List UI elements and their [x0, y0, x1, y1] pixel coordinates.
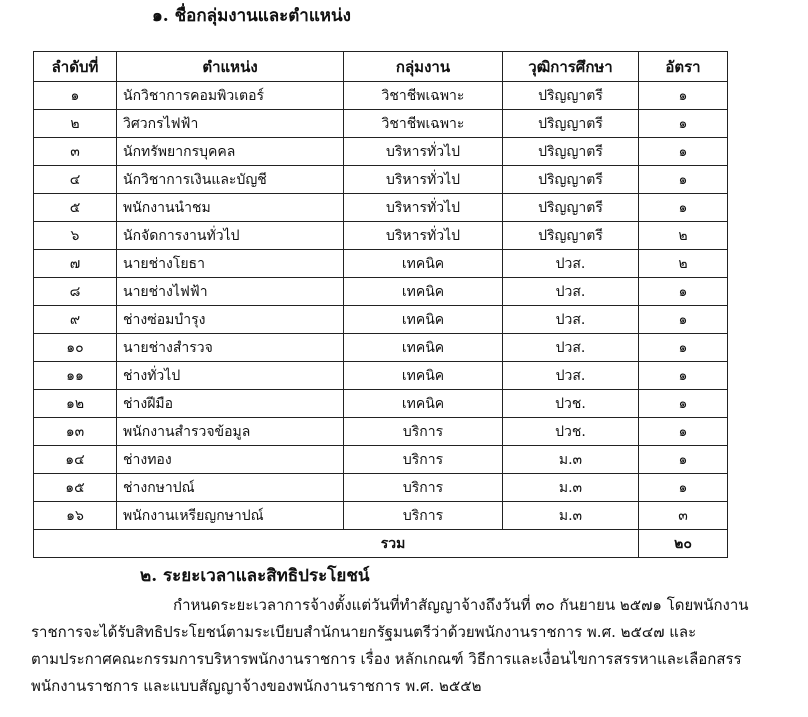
cell-rate: ๑ [639, 82, 728, 110]
cell-order: ๘ [34, 278, 117, 306]
header-group: กลุ่มงาน [344, 52, 503, 82]
section1-heading: ๑. ชื่อกลุ่มงานและตำแหน่ง [152, 6, 351, 26]
table-row [34, 222, 728, 250]
cell-education: ปวช. [503, 390, 639, 418]
paragraph-line: ตามประกาศคณะกรรมการบริหารพนักงานราชการ เรื่อง หลักเกณฑ์ วิธีการและเงื่อนไขการสรรหาและเลือกสรร [31, 650, 742, 668]
cell-education: ปวส. [503, 306, 639, 334]
cell-position: ช่างฝีมือ [117, 390, 344, 418]
cell-position: พนักงานสำรวจข้อมูล [117, 418, 344, 446]
header-education: วุฒิการศึกษา [503, 52, 639, 82]
paragraph-line: กำหนดระยะเวลาการจ้างตั้งแต่วันที่ทำสัญญาจ้างถึงวันที่ ๓๐ กันยายน ๒๕๗๑ โดยพนักงาน [173, 596, 749, 614]
cell-rate: ๑ [639, 390, 728, 418]
table-row [34, 250, 728, 278]
cell-group: วิชาชีพเฉพาะ [344, 110, 503, 138]
cell-education: ม.๓ [503, 502, 639, 530]
paragraph-line: พนักงานราชการ และแบบสัญญาจ้างของพนักงานราชการ พ.ศ. ๒๕๕๒ [31, 677, 482, 695]
cell-position: พนักงานเหรียญกษาปณ์ [117, 502, 344, 530]
cell-position: พนักงานนำชม [117, 194, 344, 222]
cell-position: ช่างทั่วไป [117, 362, 344, 390]
cell-group: บริหารทั่วไป [344, 194, 503, 222]
cell-order: ๑๐ [34, 334, 117, 362]
cell-group: เทคนิค [344, 306, 503, 334]
paragraph-line: ราชการจะได้รับสิทธิประโยชน์ตามระเบียบสำนักนายกรัฐมนตรีว่าด้วยพนักงานราชการ พ.ศ. ๒๕๔๗ และ [31, 623, 697, 641]
cell-rate: ๑ [639, 474, 728, 502]
cell-order: ๑ [34, 82, 117, 110]
cell-group: เทคนิค [344, 278, 503, 306]
cell-education: ปริญญาตรี [503, 194, 639, 222]
cell-order: ๑๕ [34, 474, 117, 502]
cell-group: บริหารทั่วไป [344, 222, 503, 250]
table-header-row [34, 52, 728, 82]
cell-education: ปวส. [503, 250, 639, 278]
header-rate: อัตรา [639, 52, 728, 82]
cell-education: ปวส. [503, 278, 639, 306]
cell-position: ช่างกษาปณ์ [117, 474, 344, 502]
cell-position: วิศวกรไฟฟ้า [117, 110, 344, 138]
cell-position: นายช่างไฟฟ้า [117, 278, 344, 306]
cell-rate: ๑ [639, 166, 728, 194]
cell-rate: ๓ [639, 502, 728, 530]
cell-order: ๑๖ [34, 502, 117, 530]
cell-education: ปริญญาตรี [503, 110, 639, 138]
table-row [34, 82, 728, 110]
cell-education: ปวส. [503, 362, 639, 390]
table-row [34, 278, 728, 306]
table-row [34, 166, 728, 194]
header-position: ตำแหน่ง [117, 52, 344, 82]
cell-position: นายช่างสำรวจ [117, 334, 344, 362]
total-value: ๒๐ [639, 530, 728, 558]
cell-rate: ๒ [639, 222, 728, 250]
cell-order: ๖ [34, 222, 117, 250]
cell-order: ๑๑ [34, 362, 117, 390]
cell-group: วิชาชีพเฉพาะ [344, 82, 503, 110]
cell-rate: ๑ [639, 334, 728, 362]
cell-education: ปริญญาตรี [503, 82, 639, 110]
table-row [34, 390, 728, 418]
cell-group: บริการ [344, 418, 503, 446]
cell-order: ๙ [34, 306, 117, 334]
cell-education: ปริญญาตรี [503, 166, 639, 194]
positions-table [33, 51, 728, 558]
cell-education: ม.๓ [503, 474, 639, 502]
table-row [34, 474, 728, 502]
cell-order: ๑๒ [34, 390, 117, 418]
cell-rate: ๒ [639, 250, 728, 278]
cell-position: นักทรัพยากรบุคคล [117, 138, 344, 166]
section2-paragraph [31, 592, 785, 700]
cell-education: ปริญญาตรี [503, 138, 639, 166]
cell-position: นายช่างโยธา [117, 250, 344, 278]
cell-position: ช่างซ่อมบำรุง [117, 306, 344, 334]
table-total-row [34, 530, 728, 558]
cell-order: ๒ [34, 110, 117, 138]
table-row [34, 194, 728, 222]
cell-order: ๑๓ [34, 418, 117, 446]
header-order: ลำดับที่ [34, 52, 117, 82]
cell-group: บริหารทั่วไป [344, 138, 503, 166]
cell-position: นักจัดการงานทั่วไป [117, 222, 344, 250]
cell-order: ๗ [34, 250, 117, 278]
cell-group: เทคนิค [344, 390, 503, 418]
cell-rate: ๑ [639, 446, 728, 474]
cell-group: บริการ [344, 446, 503, 474]
table-row [34, 418, 728, 446]
cell-position: นักวิชาการเงินและบัญชี [117, 166, 344, 194]
cell-group: เทคนิค [344, 334, 503, 362]
section2-heading: ๒. ระยะเวลาและสิทธิประโยชน์ [140, 566, 370, 586]
cell-rate: ๑ [639, 418, 728, 446]
table-row [34, 334, 728, 362]
cell-group: เทคนิค [344, 250, 503, 278]
table-row [34, 362, 728, 390]
table-row [34, 110, 728, 138]
cell-order: ๑๔ [34, 446, 117, 474]
cell-group: เทคนิค [344, 362, 503, 390]
cell-education: ม.๓ [503, 446, 639, 474]
cell-rate: ๑ [639, 306, 728, 334]
cell-order: ๕ [34, 194, 117, 222]
cell-group: บริการ [344, 502, 503, 530]
table-row [34, 502, 728, 530]
cell-rate: ๑ [639, 194, 728, 222]
cell-education: ปริญญาตรี [503, 222, 639, 250]
total-label: รวม [34, 530, 639, 558]
cell-rate: ๑ [639, 278, 728, 306]
cell-rate: ๑ [639, 110, 728, 138]
cell-position: นักวิชาการคอมพิวเตอร์ [117, 82, 344, 110]
table-row [34, 306, 728, 334]
table-row [34, 138, 728, 166]
cell-rate: ๑ [639, 138, 728, 166]
cell-education: ปวช. [503, 418, 639, 446]
cell-group: บริหารทั่วไป [344, 166, 503, 194]
cell-rate: ๑ [639, 362, 728, 390]
cell-order: ๓ [34, 138, 117, 166]
cell-order: ๔ [34, 166, 117, 194]
cell-group: บริการ [344, 474, 503, 502]
cell-position: ช่างทอง [117, 446, 344, 474]
table-row [34, 446, 728, 474]
cell-education: ปวส. [503, 334, 639, 362]
